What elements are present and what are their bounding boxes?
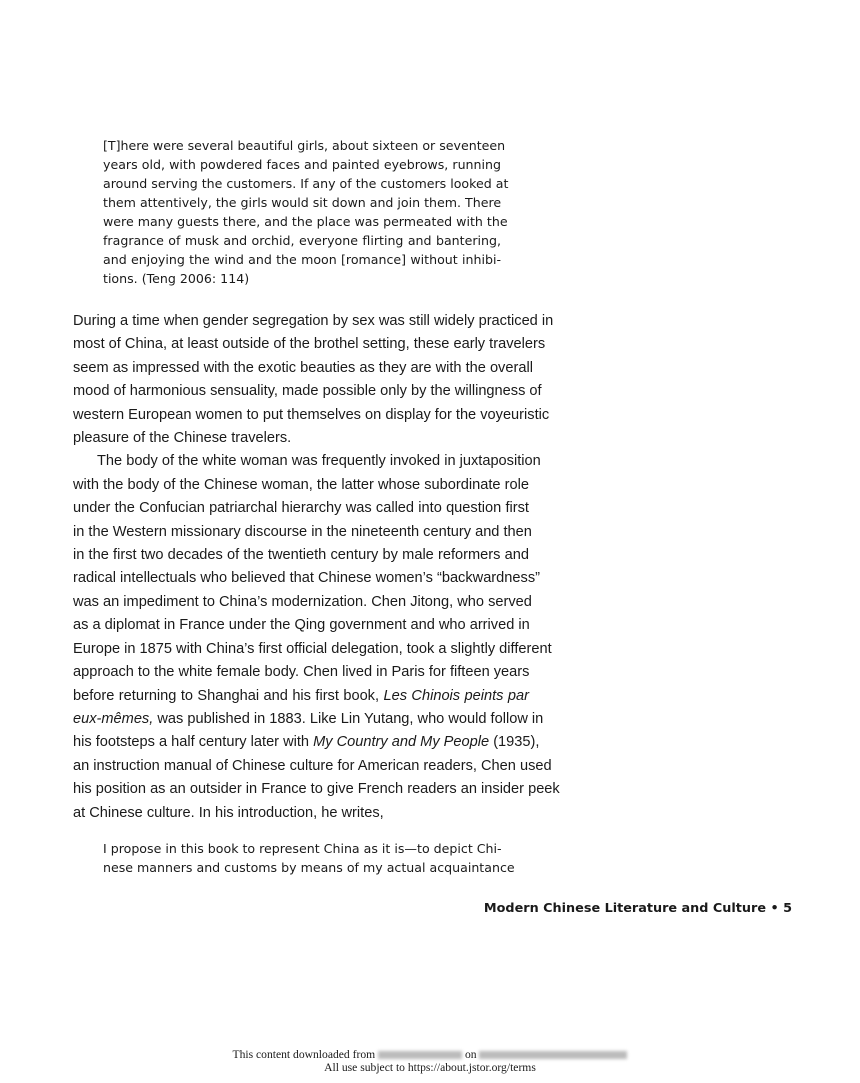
text-line — [103, 174, 509, 193]
text-line — [73, 661, 529, 684]
text-line — [73, 380, 542, 403]
text-segment: [T]here were several beautiful girls, about sixteen or seventeen — [103, 138, 506, 153]
redacted-ip — [378, 1051, 462, 1059]
text-line — [73, 708, 544, 731]
text-line — [73, 404, 550, 427]
block-quote-teng — [103, 136, 509, 288]
text-line — [73, 638, 552, 661]
text-segment: During a time when gender segregation by sex was still widely practiced in — [73, 313, 554, 329]
text-segment: fragrance of musk and orchid, everyone flirting and bantering, — [103, 233, 501, 248]
text-line — [73, 357, 533, 380]
italic-title: Les Chinois peints par — [383, 687, 529, 704]
text-line — [73, 567, 540, 590]
text-segment: pleasure of the Chinese travelers. — [73, 430, 292, 447]
text-segment: an instruction manual of Chinese culture for American readers, Chen used — [73, 757, 552, 774]
text-segment: mood of harmonious sensuality, made possible only by the willingness of — [73, 383, 542, 400]
text-segment: The body of the white woman was frequently invoked in juxtaposition — [97, 453, 541, 470]
terms-line: All use subject to https://about.jstor.org/terms — [324, 1061, 536, 1074]
text-segment: and enjoying the wind and the moon [romance] without inhibi- — [103, 252, 501, 267]
italic-title: eux-mêmes, — [73, 710, 154, 727]
text-segment: years old, with powdered faces and painted eyebrows, running — [103, 157, 501, 172]
download-on: on — [464, 1048, 477, 1061]
text-line — [103, 193, 501, 212]
text-segment: Europe in 1875 with China’s first official delegation, took a slightly different — [73, 640, 552, 657]
text-line — [73, 333, 546, 356]
text-segment: was an impediment to China’s modernization. Chen Jitong, who served — [73, 593, 532, 610]
text-segment: before returning to Shanghai and his first book, — [73, 687, 384, 704]
text-segment: in the Western missionary discourse in the nineteenth century and then — [73, 523, 532, 540]
text-segment: approach to the white female body. Chen lived in Paris for fifteen years — [73, 664, 530, 681]
text-line — [73, 591, 532, 614]
download-line-1 — [0, 1048, 860, 1061]
download-notice — [0, 1048, 860, 1074]
redacted-date — [479, 1051, 627, 1059]
text-line — [73, 778, 560, 801]
text-line — [73, 497, 529, 520]
text-segment: (1935), — [489, 734, 540, 751]
running-footer: Modern Chinese Literature and Culture • 5 — [483, 901, 792, 916]
text-line — [103, 858, 515, 877]
text-line — [103, 136, 506, 155]
text-line — [103, 155, 501, 174]
text-line — [73, 731, 540, 754]
text-segment: tions. (Teng 2006: 114) — [103, 271, 250, 286]
text-line — [73, 685, 529, 708]
text-segment: radical intellectuals who believed that Chinese women’s “backwardness” — [73, 570, 540, 587]
text-segment: under the Confucian patriarchal hierarchy was called into question first — [73, 500, 529, 517]
text-segment: as a diplomat in France under the Qing government and who arrived in — [73, 617, 530, 634]
text-line — [103, 212, 508, 231]
text-segment: around serving the customers. If any of the customers looked at — [103, 176, 509, 191]
text-segment: western European women to put themselves on display for the voyeuristic — [73, 406, 550, 423]
text-line — [103, 250, 501, 269]
text-segment: seem as impressed with the exotic beauties as they are with the overall — [73, 359, 533, 376]
text-segment: I propose in this book to represent China as it is—to depict Chi- — [103, 841, 502, 856]
text-line — [73, 544, 529, 567]
text-line — [73, 802, 529, 825]
text-line — [73, 310, 554, 333]
text-segment: were many guests there, and the place was permeated with the — [103, 214, 508, 229]
text-line — [73, 450, 541, 473]
text-segment: in the first two decades of the twentieth century by male reformers and — [73, 547, 529, 564]
text-segment: them attentively, the girls would sit down and join them. There — [103, 195, 502, 210]
body-text — [73, 310, 560, 825]
text-line — [73, 521, 532, 544]
text-line — [103, 231, 501, 250]
block-quote-chen — [103, 839, 515, 877]
text-segment: with the body of the Chinese woman, the latter whose subordinate role — [73, 476, 529, 493]
italic-title: My Country and My People — [313, 734, 490, 751]
text-segment: was published in 1883. Like Lin Yutang, who would follow in — [153, 710, 544, 727]
text-line — [103, 269, 501, 288]
text-line — [73, 755, 552, 778]
download-prefix: This content downloaded from — [232, 1048, 376, 1061]
text-segment: most of China, at least outside of the brothel setting, these early travelers — [73, 336, 546, 353]
text-segment: his position as an outsider in France to give French readers an insider peek — [73, 781, 560, 798]
text-segment: at Chinese culture. In his introduction, he writes, — [73, 804, 384, 821]
text-line — [73, 474, 529, 497]
text-line — [103, 839, 501, 858]
text-segment: nese manners and customs by means of my actual acquaintance — [103, 860, 515, 875]
text-line — [73, 614, 529, 637]
text-line — [73, 427, 529, 450]
text-segment: his footsteps a half century later with — [73, 734, 314, 751]
